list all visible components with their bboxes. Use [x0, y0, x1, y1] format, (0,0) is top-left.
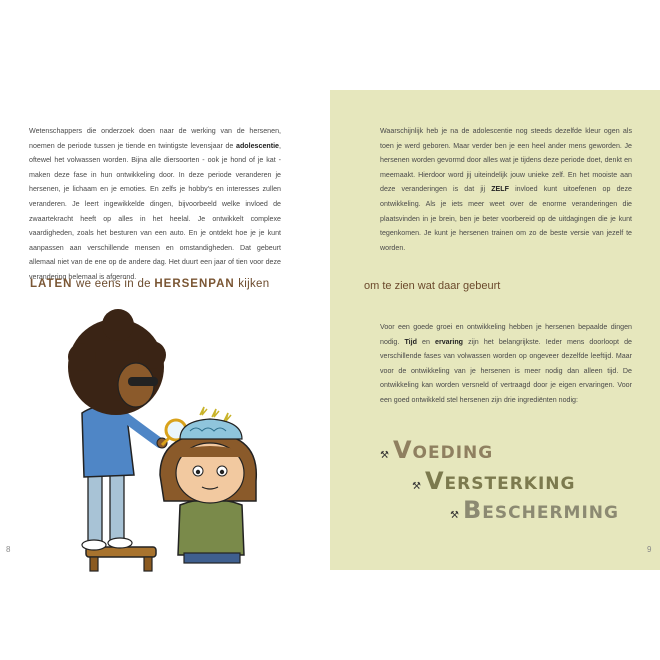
bold-term-ervaring: ervaring [435, 337, 464, 346]
right-paragraph-1: Waarschijnlijk heb je na de adolescentie nog steeds dezelfde kleur ogen als toen je werd geboren. Maar verder ben je een heel ander mens geworden. Je hersenen worden gevormd door alles wat je tijdens deze periode doet, denkt en meemaakt. Hierdoor word jij uiteindelijk jouw unieke zelf. En het mooiste aan deze veranderingen is dat jij ZELF invloed kunt uitoefenen op deze ontwikkeling. Als je iets meer weet over de enorme veranderingen die plaatsvinden in je brein, ben je beter voorbereid op de uitdagingen die je kunt tegenkomen. Je kunt je hersenen trainen om zo de beste versie van jezelf te worden. [380, 127, 632, 252]
intro-paragraph: Wetenschappers die onderzoek doen naar de werking van de hersenen, noemen de periode tussen je tiende en twintigste levensjaar de adolescentie, oftewel het volwassen worden. Bijna alle diersoorten - ook je hond of je kat - maken deze fase in hun ontwikkeling door. In deze periode veranderen je hersenen, je lichaam en je emoties. En zelfs je hobby's en interesses zullen veranderen. Je leert ingewikkelde dingen, bijvoorbeeld welke invloed de zwaartekracht heeft op alles in het heelal. Je ontwikkelt complexe vaardigheden, zoals het besturen van een auto. En je ontdekt hoe je je kunt aanpassen aan verschillende mensen en omstandigheden. Dat gebeurt allemaal niet van de ene op de andere dag. Het duurt een jaar of tien voor deze verandering helemaal is afgerond. [29, 127, 281, 281]
left-page [0, 90, 330, 570]
bold-term-tijd: Tijd [404, 337, 417, 346]
ingredient-voeding: ⚒ V OEDING [380, 436, 494, 464]
right-page [330, 90, 660, 570]
right-paragraph-2: Voor een goede groei en ontwikkeling hebben je hersenen bepaalde dingen nodig. Tijd en ervaring zijn het belangrijkste. Ieder mens doorloopt de verschillende fases van volwassen worden op ongeveer dezelfde leeftijd. Maar voor de ontwikkeling van je hersenen is meer nodig dan alleen tijd. De ontwikkeling kan worden versneld of vertraagd door je eigen ervaringen. Voor een goed ontwikkeld stel hersenen zijn drie ingrediënten nodig: [380, 323, 632, 404]
scientist-illustration [60, 305, 260, 575]
ingredient-bescherming: ⚒ B ESCHERMING [450, 496, 619, 524]
bold-term-adolescentie: adolescentie [236, 141, 280, 150]
bold-term-zelf: ZELF [491, 185, 509, 194]
hammer-pick-icon: ⚒ [380, 450, 390, 461]
section-heading-left: LATEN we eens in de HERSENPAN kijken [30, 278, 270, 290]
ingredient-versterking: ⚒ V ERSTERKING [412, 467, 576, 495]
page-number-left: 8 [6, 545, 11, 554]
section-heading-right: om te zien wat daar gebeurt [364, 280, 501, 292]
page-number-right: 9 [647, 545, 652, 554]
hammer-pick-icon: ⚒ [412, 481, 422, 492]
hammer-pick-icon: ⚒ [450, 510, 460, 521]
